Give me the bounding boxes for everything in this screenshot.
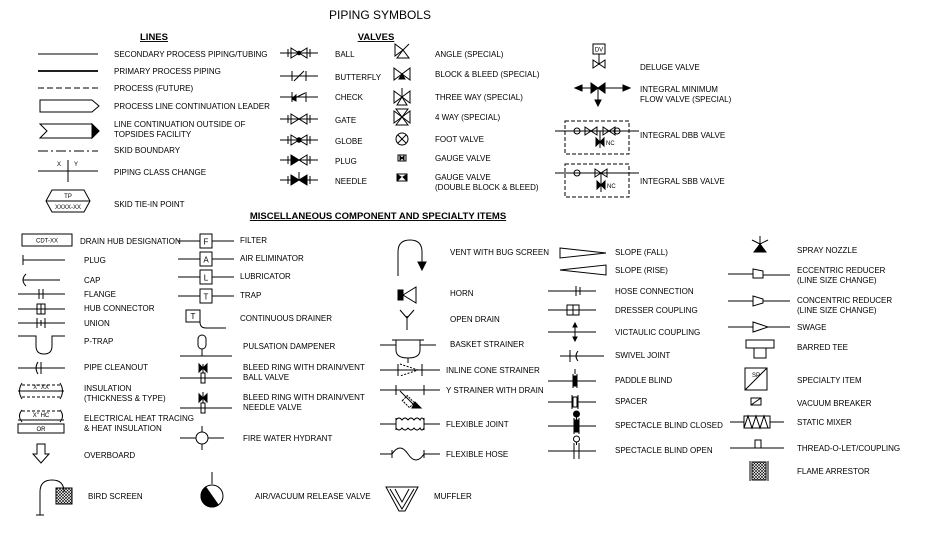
label-vent-bug-screen: VENT WITH BUG SCREEN: [450, 248, 549, 257]
label-static-mixer: STATIC MIXER: [797, 418, 852, 427]
label-secondary-piping: SECONDARY PROCESS PIPING/TUBING: [114, 50, 268, 59]
label-gauge-dbb-2: (DOUBLE BLOCK & BLEED): [435, 183, 539, 192]
lubricator-text: L: [203, 273, 209, 283]
misc-header: MISCELLANEOUS COMPONENT AND SPECIALTY ITEMS: [249, 211, 507, 222]
label-three-way-valve: THREE WAY (SPECIAL): [435, 93, 523, 102]
label-basket-strainer: BASKET STRAINER: [450, 340, 525, 349]
label-concentric-reducer-1: CONCENTRIC REDUCER: [797, 296, 893, 305]
label-four-way-valve: 4 WAY (SPECIAL): [435, 113, 501, 122]
label-flexible-hose: FLEXIBLE HOSE: [446, 450, 509, 459]
drain-hub-text: CDT-XX: [35, 238, 59, 245]
label-plug: PLUG: [84, 256, 106, 265]
label-fire-water-hydrant: FIRE WATER HYDRANT: [243, 434, 333, 443]
label-block-bleed-valve: BLOCK & BLEED (SPECIAL): [435, 70, 540, 79]
label-process-future: PROCESS (FUTURE): [114, 84, 194, 93]
label-continuous-drainer: CONTINUOUS DRAINER: [240, 314, 333, 323]
label-ball-valve: BALL: [335, 50, 355, 59]
label-piping-class-change: PIPING CLASS CHANGE: [114, 168, 207, 177]
label-inline-cone-strainer: INLINE CONE STRAINER: [446, 366, 540, 375]
label-check-valve: CHECK: [335, 93, 364, 102]
dbb-nc-label: NC: [606, 141, 615, 147]
label-continuation-outside-2: TOPSIDES FACILITY: [114, 130, 192, 139]
label-drain-hub: DRAIN HUB DESIGNATION: [80, 237, 181, 246]
label-union: UNION: [84, 319, 110, 328]
label-bleed-ring-ball-1: BLEED RING WITH DRAIN/VENT: [243, 363, 365, 372]
label-bird-screen: BIRD SCREEN: [88, 492, 143, 501]
label-foot-valve: FOOT VALVE: [435, 135, 484, 144]
label-skid-boundary: SKID BOUNDARY: [114, 146, 181, 155]
label-cap: CAP: [84, 276, 101, 285]
label-thread-o-let: THREAD-O-LET/COUPLING: [797, 444, 901, 453]
label-spray-nozzle: SPRAY NOZZLE: [797, 246, 858, 255]
label-integral-min-flow-2: FLOW VALVE (SPECIAL): [640, 95, 732, 104]
label-globe-valve: GLOBE: [335, 137, 363, 146]
label-spacer: SPACER: [615, 397, 648, 406]
label-pulsation-dampener: PULSATION DAMPENER: [243, 342, 336, 351]
label-swage: SWAGE: [797, 323, 827, 332]
specialty-text: SP: [752, 373, 761, 379]
label-skid-tie-in: SKID TIE-IN POINT: [114, 200, 185, 209]
trap-text: T: [203, 292, 209, 302]
class-y-label: Y: [74, 162, 79, 168]
label-pipe-cleanout: PIPE CLEANOUT: [84, 363, 149, 372]
class-x-label: X: [57, 162, 62, 168]
label-insulation-1: INSULATION: [84, 384, 132, 393]
label-barred-tee: BARRED TEE: [797, 343, 848, 352]
air-eliminator-text: A: [203, 255, 209, 265]
label-paddle-blind: PADDLE BLIND: [615, 376, 673, 385]
label-continuation-outside-1: LINE CONTINUATION OUTSIDE OF: [114, 120, 246, 129]
label-specialty-item: SPECIALTY ITEM: [797, 376, 862, 385]
continuous-drainer-text: T: [190, 312, 196, 321]
label-angle-valve: ANGLE (SPECIAL): [435, 50, 504, 59]
label-hub-connector: HUB CONNECTOR: [84, 304, 155, 313]
label-concentric-reducer-2: (LINE SIZE CHANGE): [797, 306, 877, 315]
label-flange: FLANGE: [84, 290, 117, 299]
label-integral-sbb: INTEGRAL SBB VALVE: [640, 177, 725, 186]
deluge-dv-label: DV: [594, 47, 604, 54]
label-gauge-dbb-1: GAUGE VALVE: [435, 173, 491, 182]
label-needle-valve: NEEDLE: [335, 177, 368, 186]
label-slope-fall: SLOPE (FALL): [615, 248, 668, 257]
label-air-eliminator: AIR ELIMINATOR: [240, 254, 304, 263]
insulation-text: X" XX: [33, 385, 49, 391]
label-flexible-joint: FLEXIBLE JOINT: [446, 420, 509, 429]
valves-header: VALVES: [357, 32, 395, 43]
lines-header: LINES: [140, 32, 168, 43]
label-butterfly-valve: BUTTERFLY: [335, 73, 382, 82]
label-slope-rise: SLOPE (RISE): [615, 266, 668, 275]
sbb-nc-label: NC: [607, 184, 616, 190]
label-bleed-ring-needle-2: NEEDLE VALVE: [243, 403, 302, 412]
label-plug-valve: PLUG: [335, 157, 357, 166]
tie-in-bottom-label: XXXX-XX: [54, 205, 82, 211]
filter-text: F: [203, 237, 209, 247]
label-hose-connection: HOSE CONNECTION: [615, 287, 694, 296]
label-bleed-ring-ball-2: BALL VALVE: [243, 373, 290, 382]
label-heat-tracing-1: ELECTRICAL HEAT TRACING: [84, 414, 194, 423]
label-lubricator: LUBRICATOR: [240, 272, 291, 281]
label-integral-dbb: INTEGRAL DBB VALVE: [640, 131, 726, 140]
label-bleed-ring-needle-1: BLEED RING WITH DRAIN/VENT: [243, 393, 365, 402]
label-swivel-joint: SWIVEL JOINT: [615, 351, 671, 360]
label-horn: HORN: [450, 289, 474, 298]
label-continuation-leader: PROCESS LINE CONTINUATION LEADER: [114, 102, 270, 111]
label-gate-valve: GATE: [335, 116, 357, 125]
label-victaulic-coupling: VICTAULIC COUPLING: [615, 328, 701, 337]
label-overboard: OVERBOARD: [84, 451, 136, 460]
label-spectacle-closed: SPECTACLE BLIND CLOSED: [615, 421, 723, 430]
label-muffler: MUFFLER: [434, 492, 472, 501]
label-p-trap: P-TRAP: [84, 337, 114, 346]
flame-arrestor-symbol: [750, 461, 768, 481]
label-heat-tracing-2: & HEAT INSULATION: [84, 424, 162, 433]
label-insulation-2: (THICKNESS & TYPE): [84, 394, 166, 403]
label-deluge-valve: DELUGE VALVE: [640, 63, 700, 72]
label-trap: TRAP: [240, 291, 262, 300]
label-primary-piping: PRIMARY PROCESS PIPING: [114, 67, 221, 76]
label-air-vacuum-release: AIR/VACUUM RELEASE VALVE: [255, 492, 371, 501]
heat-tracing-text: X" HC: [32, 413, 50, 419]
label-gauge-valve: GAUGE VALVE: [435, 154, 491, 163]
label-dresser-coupling: DRESSER COUPLING: [615, 306, 698, 315]
label-flame-arrestor: FLAME ARRESTOR: [797, 467, 870, 476]
label-spectacle-open: SPECTACLE BLIND OPEN: [615, 446, 713, 455]
label-eccentric-reducer-2: (LINE SIZE CHANGE): [797, 276, 877, 285]
label-integral-min-flow-1: INTEGRAL MINIMUM: [640, 85, 718, 94]
label-eccentric-reducer-1: ECCENTRIC REDUCER: [797, 266, 886, 275]
label-y-strainer: Y STRAINER WITH DRAIN: [446, 386, 544, 395]
page-title: PIPING SYMBOLS: [328, 8, 432, 22]
label-filter: FILTER: [240, 236, 267, 245]
heat-or-text: OR: [36, 427, 46, 433]
label-vacuum-breaker: VACUUM BREAKER: [797, 399, 872, 408]
label-open-drain: OPEN DRAIN: [450, 315, 500, 324]
tie-in-top-label: TP: [64, 194, 72, 200]
